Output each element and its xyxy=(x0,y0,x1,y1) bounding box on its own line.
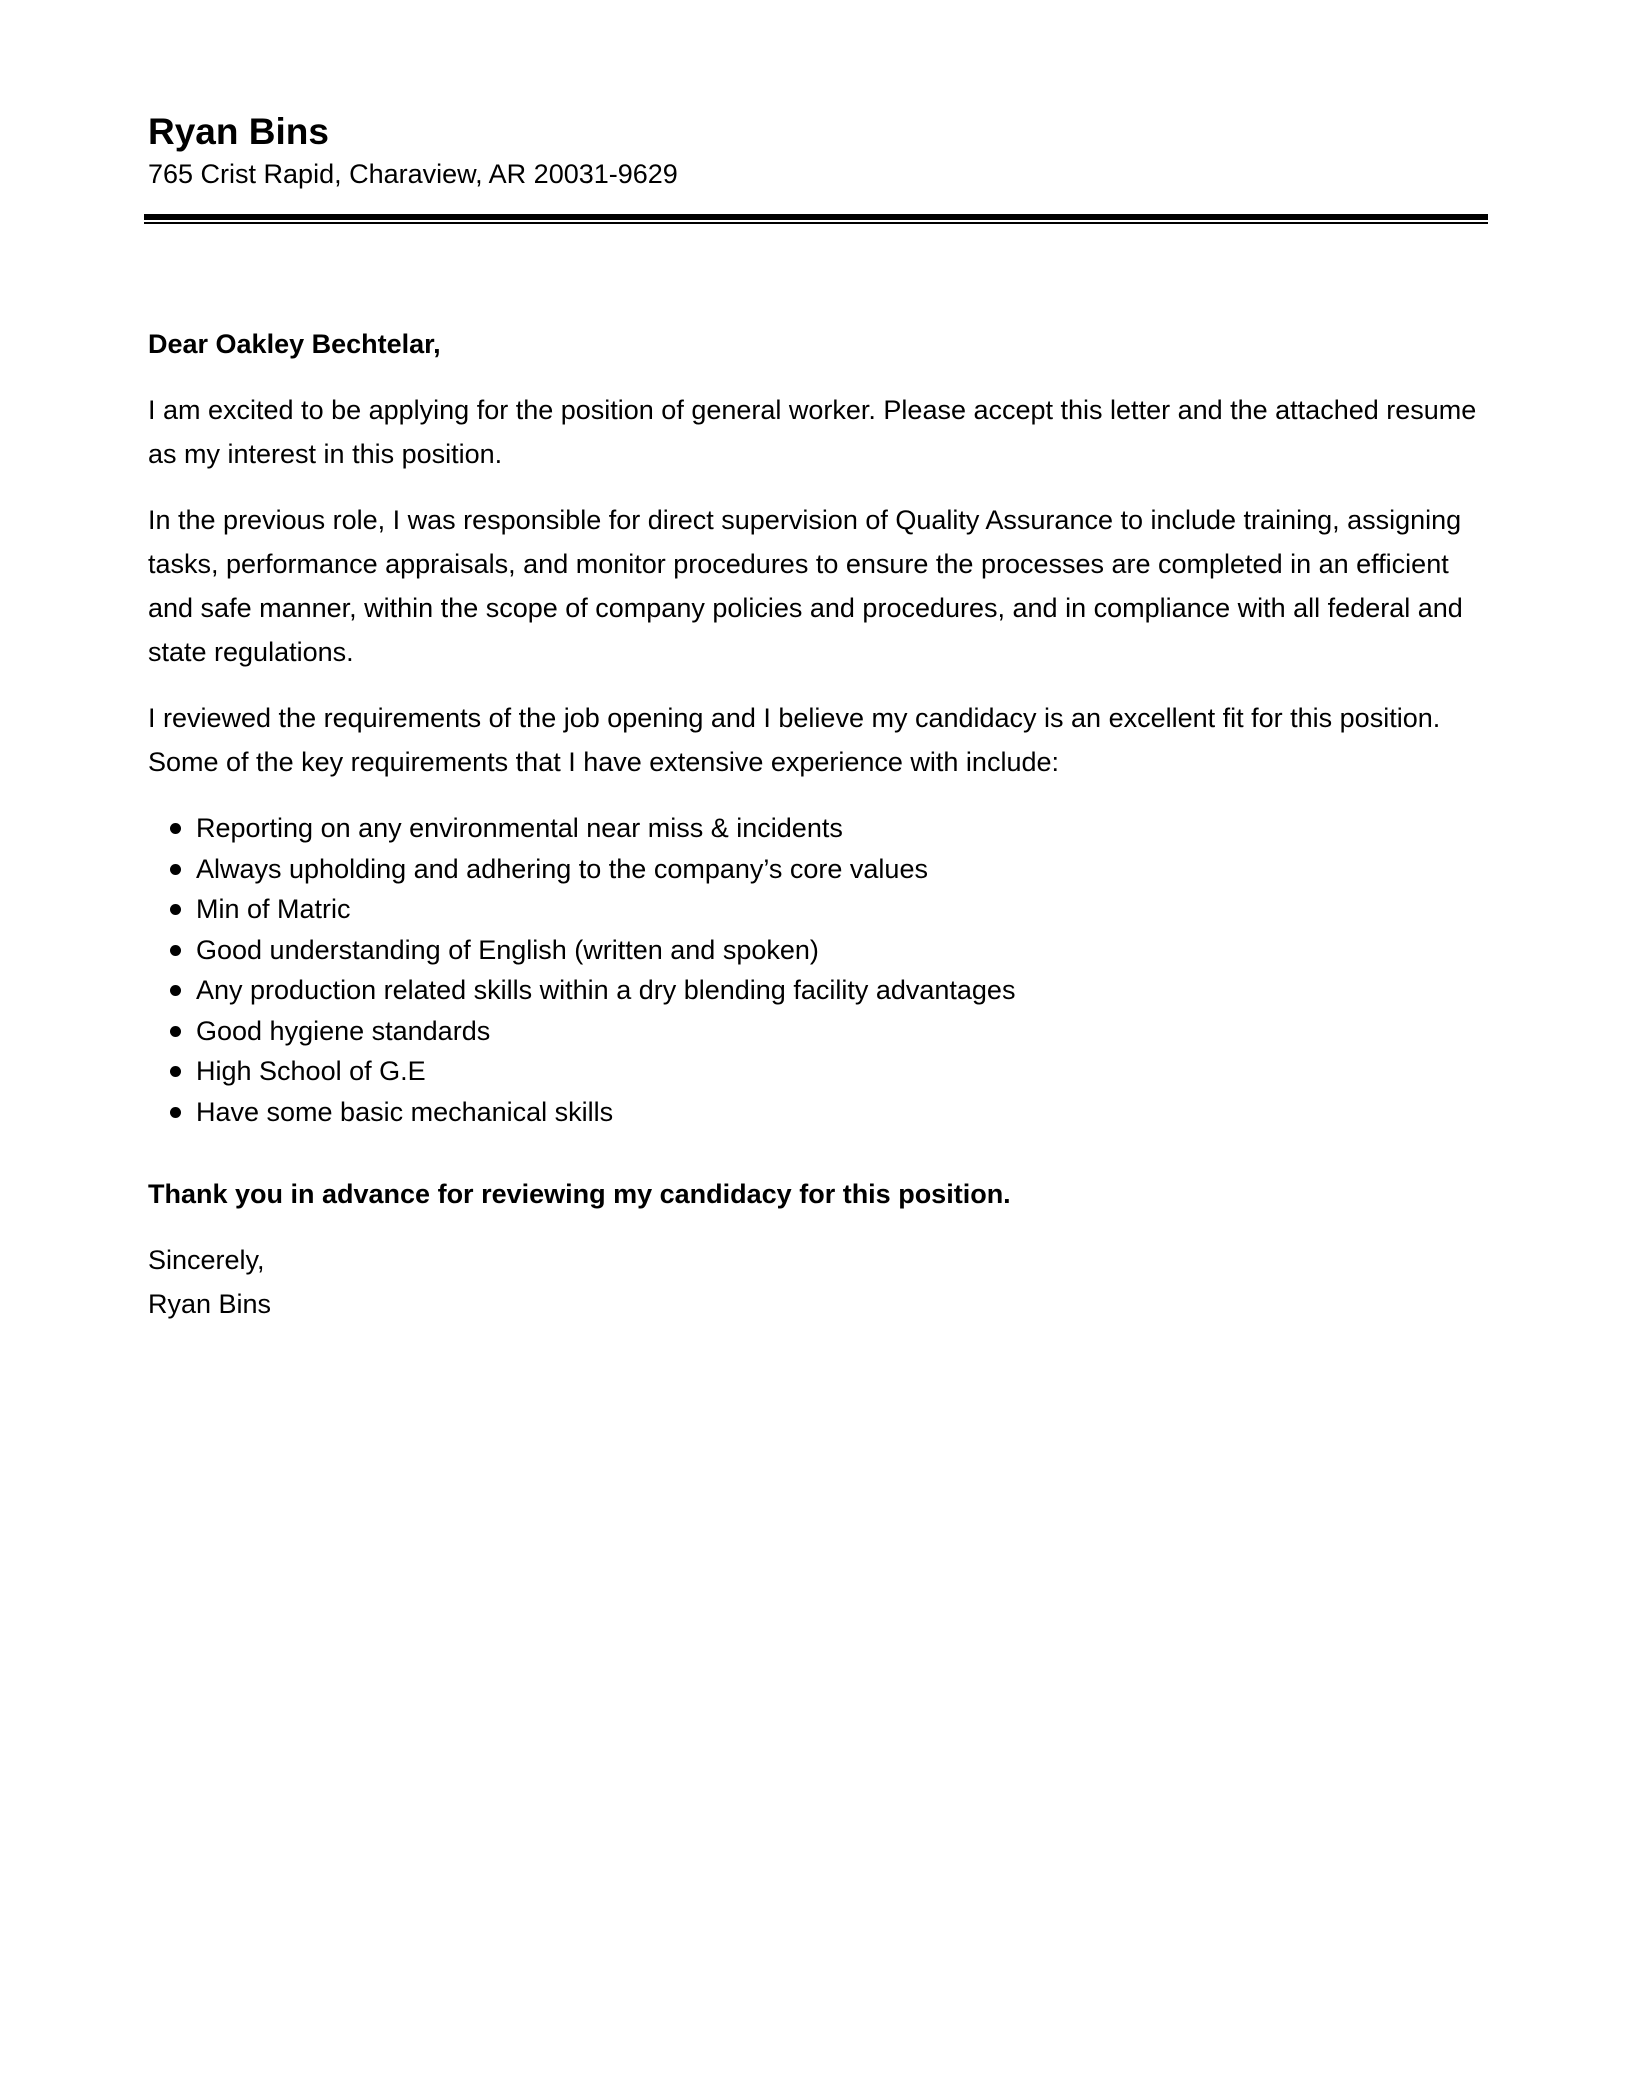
list-item-text: Reporting on any environmental near miss & incidents xyxy=(196,813,843,843)
bullet-icon xyxy=(170,985,181,996)
list-item xyxy=(148,970,1488,1011)
bullet-icon xyxy=(170,823,181,834)
list-item xyxy=(148,849,1488,890)
list-item xyxy=(148,1092,1488,1133)
list-item-text: Good understanding of English (written and spoken) xyxy=(196,934,819,965)
bullet-icon xyxy=(170,1066,181,1077)
list-item-text: Always upholding and adhering to the company’s core values xyxy=(196,853,928,884)
thank-you-line: Thank you in advance for reviewing my candidacy for this position. xyxy=(148,1179,1011,1209)
list-item xyxy=(148,1011,1488,1052)
list-item-text: High School of G.E xyxy=(196,1056,426,1086)
greeting: Dear Oakley Bechtelar, xyxy=(148,329,441,359)
paragraph-intro: I am excited to be applying for the position of general worker. Please accept this letter and the attached resume as my interest in this position. xyxy=(148,395,1477,469)
sender-name: Ryan Bins xyxy=(148,111,329,152)
list-item-text: Good hygiene standards xyxy=(196,1015,491,1046)
requirements-list xyxy=(148,808,1488,1132)
list-item xyxy=(148,889,1488,930)
signature-name: Ryan Bins xyxy=(148,1289,272,1319)
list-item xyxy=(148,1051,1488,1092)
list-item-text: Any production related skills within a dry blending facility advantages xyxy=(196,975,1016,1005)
list-item-text: Min of Matric xyxy=(196,894,351,924)
letter-body xyxy=(148,322,1488,1326)
bullet-icon xyxy=(170,1107,181,1118)
list-item xyxy=(148,930,1488,971)
bullet-icon xyxy=(170,904,181,915)
paragraph-requirements-intro: I reviewed the requirements of the job opening and I believe my candidacy is an excellent fit for this position. Some of the key requirements that I have extensive experience with include: xyxy=(148,703,1441,777)
list-item-text: Have some basic mechanical skills xyxy=(196,1096,614,1127)
bullet-icon xyxy=(170,864,181,875)
sender-address: 765 Crist Rapid, Charaview, AR 20031-9629 xyxy=(148,159,678,189)
letter-header xyxy=(148,110,1488,224)
paragraph-experience: In the previous role, I was responsible for direct supervision of Quality Assurance to include training, assigning tasks, performance appraisals, and monitor procedures to ensure the processes are completed in an efficient and safe manner, within the scope of company policies and procedures, and in compliance with all federal and state regulations. xyxy=(148,505,1463,667)
closing-salutation: Sincerely, xyxy=(148,1245,265,1275)
bullet-icon xyxy=(170,945,181,956)
header-divider xyxy=(144,214,1488,224)
bullet-icon xyxy=(170,1026,181,1037)
letter-page xyxy=(148,110,1488,1326)
closing-block xyxy=(148,1238,1488,1326)
list-item xyxy=(148,808,1488,849)
